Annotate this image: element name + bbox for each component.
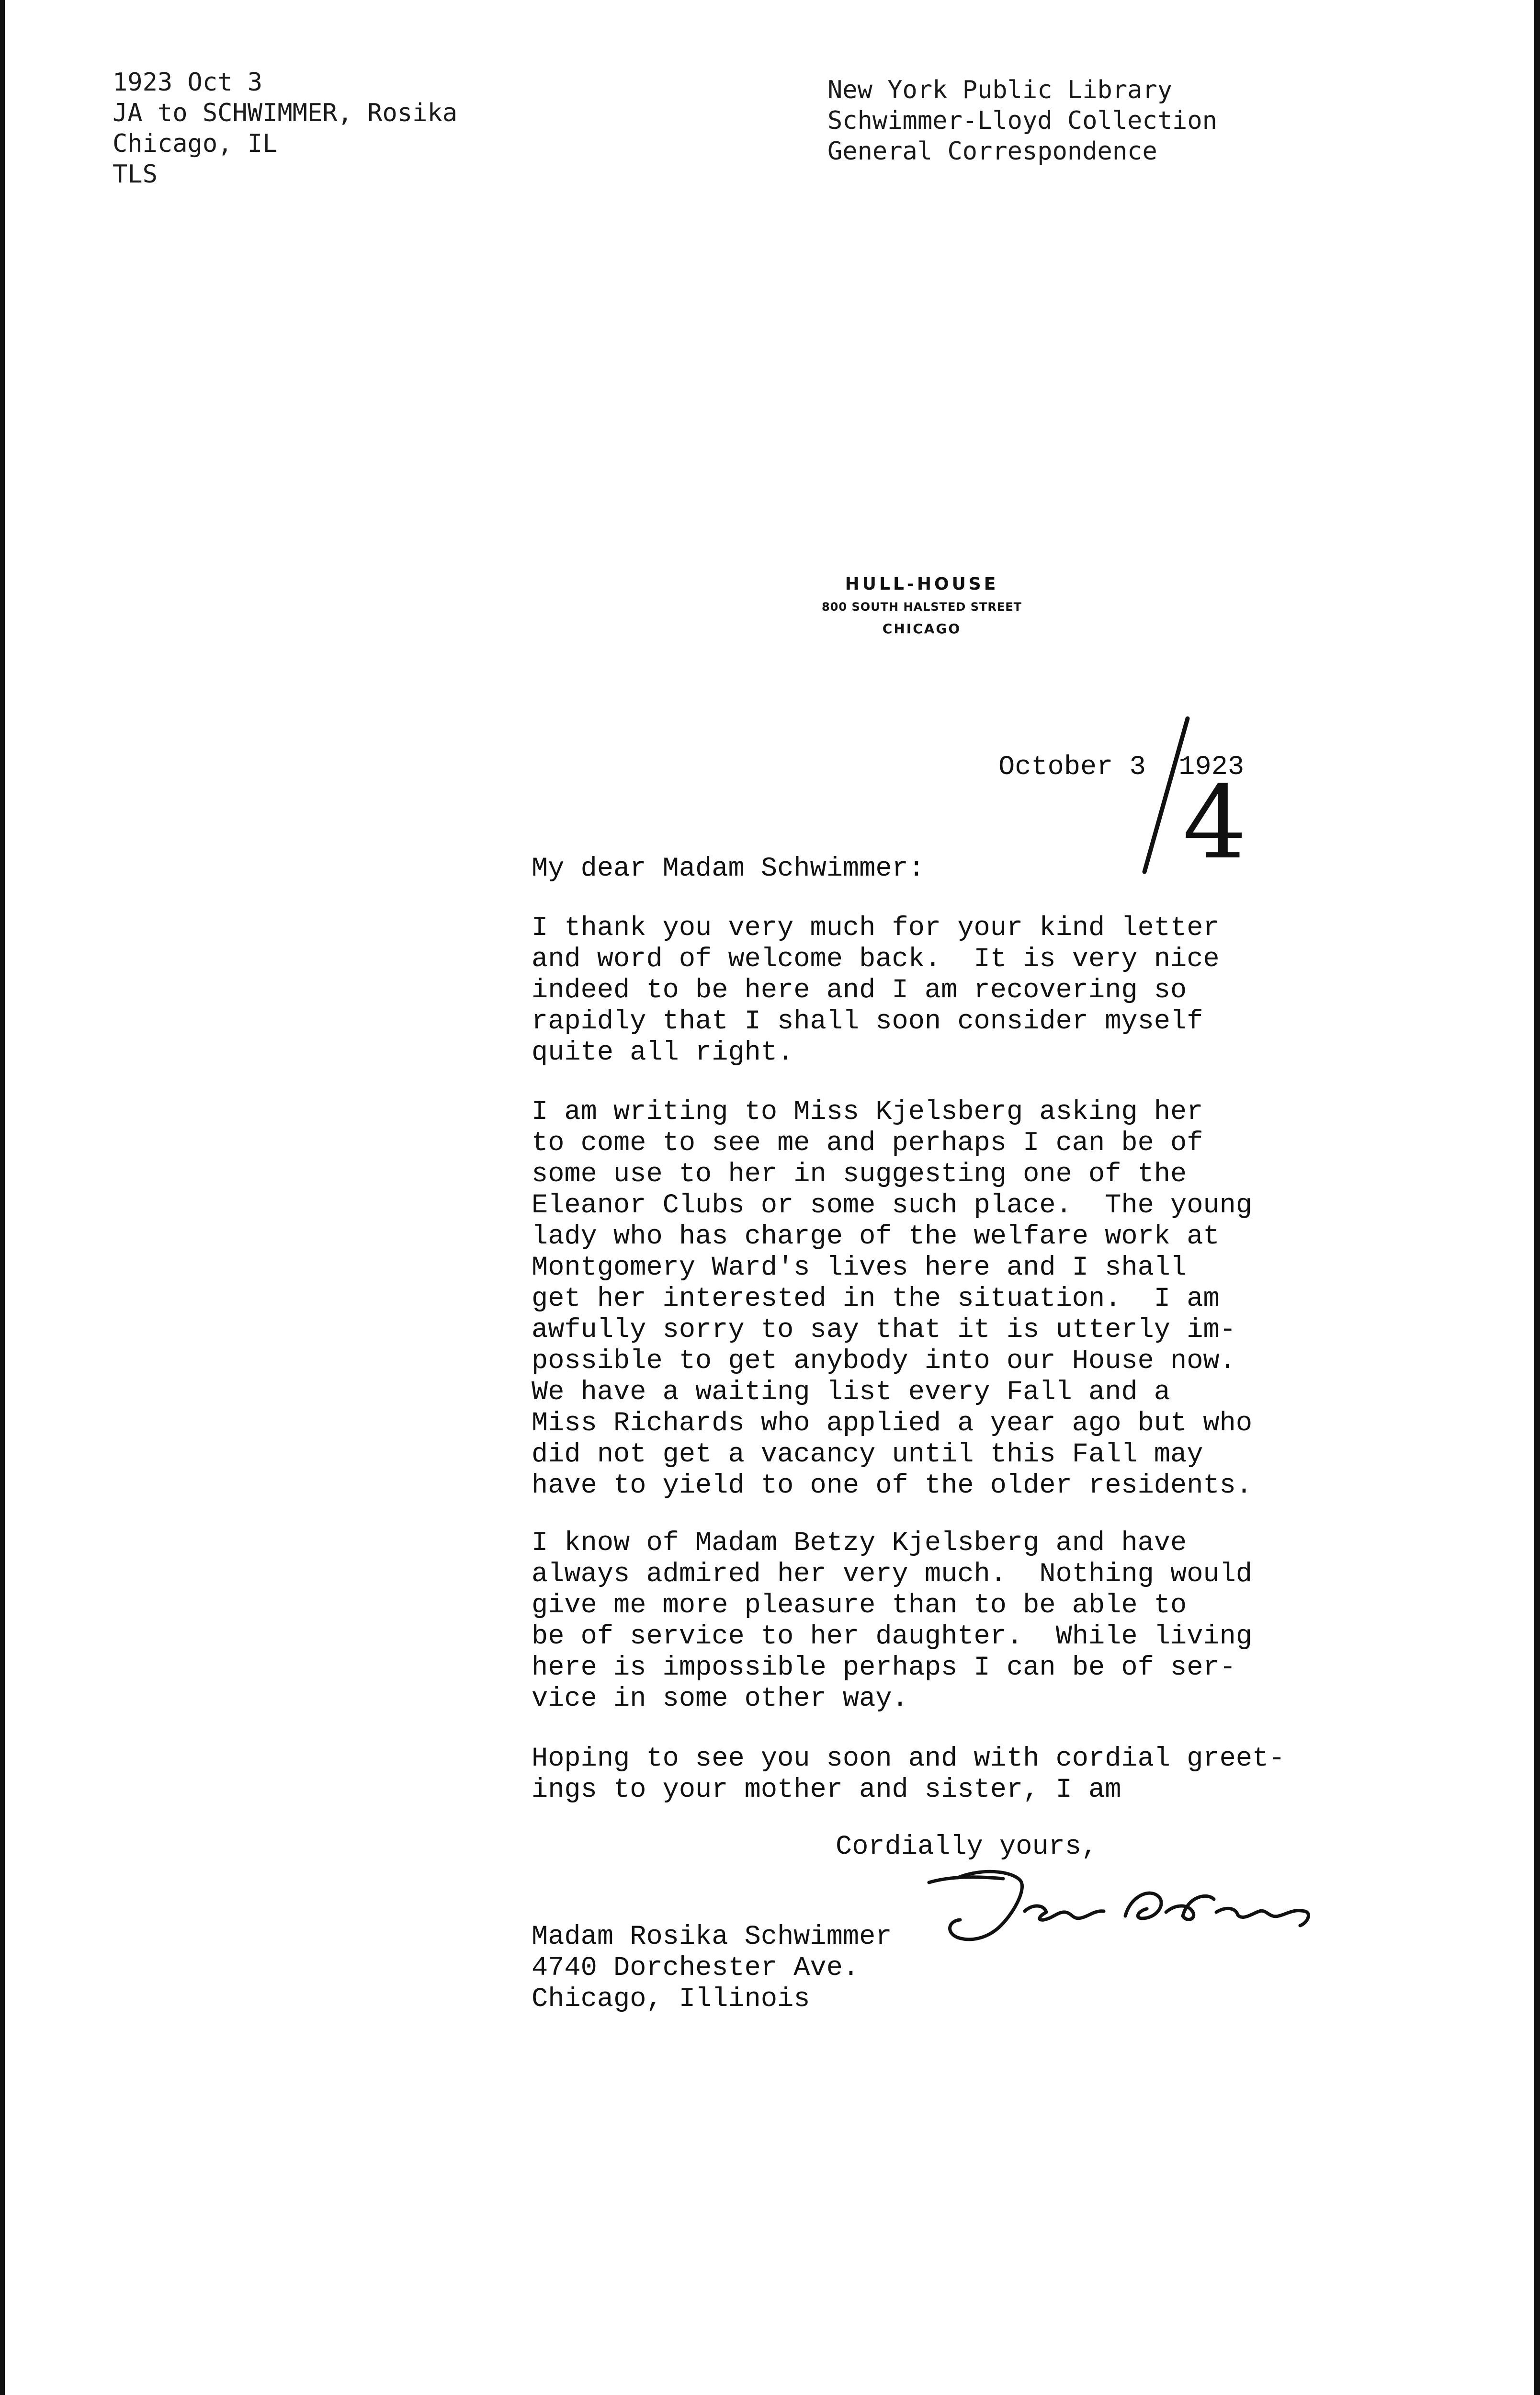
recipient-address — [532, 1922, 892, 2015]
address-name: Madam Rosika Schwimmer — [532, 1922, 892, 1952]
paragraph-line: Eleanor Clubs or some such place. The young — [532, 1190, 1253, 1221]
paragraph-line: vice in some other way. — [532, 1684, 908, 1714]
catalog-date: 1923 Oct 3 — [113, 68, 263, 97]
paragraph-line: awfully sorry to say that it is utterly im- — [532, 1315, 1236, 1346]
paragraph-line: here is impossible perhaps I can be of ser- — [532, 1653, 1236, 1683]
paragraph-line: to come to see me and perhaps I can be of — [532, 1128, 1203, 1159]
catalog-correspondents: JA to SCHWIMMER, Rosika — [113, 99, 458, 127]
collection-series: General Correspondence — [827, 137, 1157, 166]
scan-border-left — [0, 0, 5, 2395]
salutation: My dear Madam Schwimmer: — [532, 854, 925, 884]
letter-date: October 3 1923 — [998, 752, 1245, 783]
paragraph-line: give me more pleasure than to be able to — [532, 1590, 1187, 1621]
paragraph-line: lady who has charge of the welfare work at — [532, 1221, 1220, 1252]
paragraph-line: Miss Richards who applied a year ago but who — [532, 1408, 1253, 1439]
handwritten-date-digit: 4 — [1183, 764, 1247, 877]
paragraph-line: rapidly that I shall soon consider myself — [532, 1006, 1203, 1037]
paragraph-line: possible to get anybody into our House now. — [532, 1346, 1236, 1377]
signature — [900, 1859, 1341, 1954]
paragraph-line: and word of welcome back. It is very nice — [532, 944, 1220, 975]
address-city: Chicago, Illinois — [532, 1984, 810, 2015]
letterhead-street: 800 SOUTH HALSTED STREET — [821, 600, 1022, 614]
paragraph-line: I am writing to Miss Kjelsberg asking her — [532, 1097, 1203, 1128]
letterhead-name: HULL-HOUSE — [845, 574, 999, 594]
paragraph-4 — [532, 1744, 1285, 1806]
paragraph-line: I thank you very much for your kind letter — [532, 913, 1220, 944]
paragraph-2 — [532, 1097, 1252, 1502]
paragraph-1 — [532, 913, 1220, 1069]
letterhead — [766, 572, 1077, 640]
paragraph-line: indeed to be here and I am recovering so — [532, 975, 1187, 1006]
paragraph-line: We have a waiting list every Fall and a — [532, 1377, 1171, 1408]
collection-info — [827, 75, 1217, 167]
paragraph-line: Montgomery Ward's lives here and I shall — [532, 1253, 1187, 1283]
paragraph-line: have to yield to one of the older residents. — [532, 1471, 1253, 1501]
paragraph-line: did not get a vacancy until this Fall may — [532, 1439, 1203, 1470]
paragraph-line: I know of Madam Betzy Kjelsberg and have — [532, 1528, 1187, 1559]
catalog-info — [113, 67, 457, 190]
paragraph-line: Hoping to see you soon and with cordial greet- — [532, 1744, 1285, 1774]
paragraph-line: be of service to her daughter. While living — [532, 1621, 1253, 1652]
catalog-type: TLS — [113, 160, 158, 189]
address-street: 4740 Dorchester Ave. — [532, 1953, 860, 1984]
letterhead-city: CHICAGO — [882, 621, 962, 637]
paragraph-line: always admired her very much. Nothing would — [532, 1559, 1253, 1590]
paragraph-line: some use to her in suggesting one of the — [532, 1159, 1187, 1190]
handwritten-date-correction — [1116, 714, 1250, 877]
collection-name: Schwimmer-Lloyd Collection — [827, 106, 1217, 135]
catalog-place: Chicago, IL — [113, 129, 278, 158]
paragraph-3 — [532, 1528, 1252, 1715]
paragraph-line: quite all right. — [532, 1038, 794, 1068]
closing: Cordially yours, — [836, 1832, 1098, 1862]
paragraph-line: ings to your mother and sister, I am — [532, 1775, 1121, 1805]
paragraph-line: get her interested in the situation. I am — [532, 1284, 1220, 1314]
collection-library: New York Public Library — [827, 76, 1173, 104]
scan-border-right — [1534, 0, 1540, 2395]
